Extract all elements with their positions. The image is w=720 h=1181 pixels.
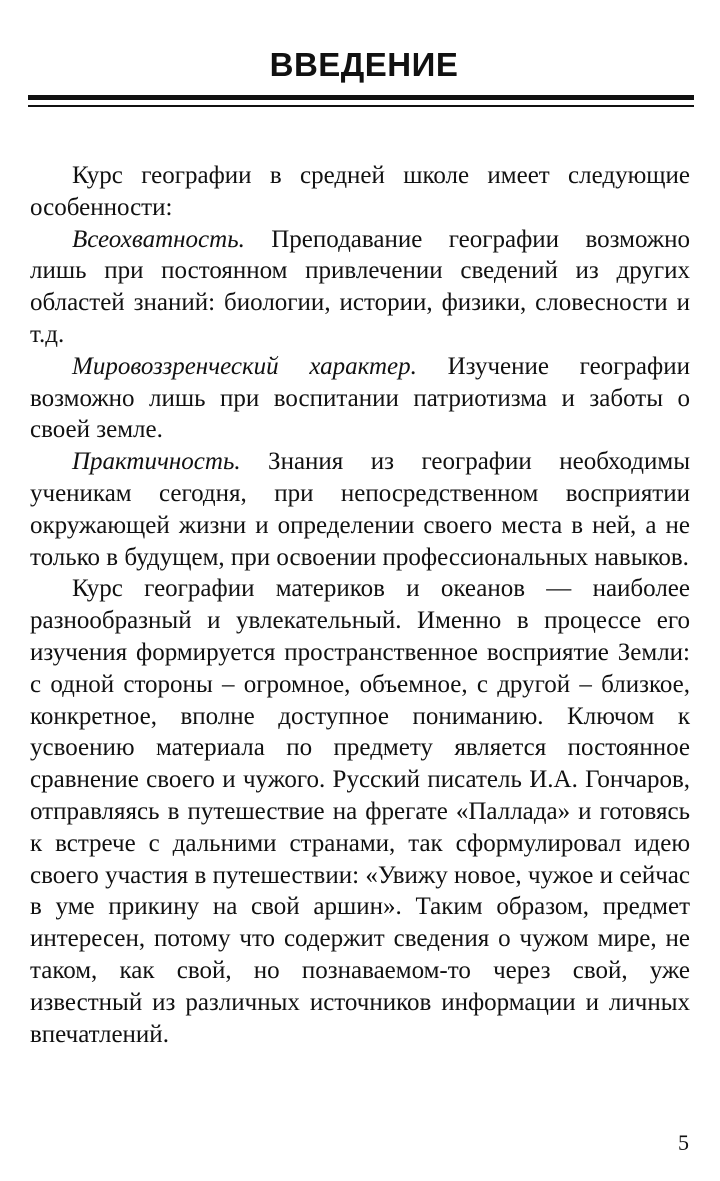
paragraph-continents-course <box>30 573 690 1050</box>
paragraph-lead: Мировоззренческий характер. <box>72 352 417 380</box>
paragraph-comprehensiveness <box>30 224 690 351</box>
page-number: 5 <box>678 1130 689 1155</box>
paragraph-text: Курс географии материков и океанов — наиболее разнообразный и увлекательный. Именно в процессе его изучения формируется пространственное восприятие Земли: с одной стороны – огромное, объемное, с другой – близкое, конкретное, вполне доступное пониманию. Ключом к усвоению материала по предмету является постоянное сравнение своего и чужого. Русский писатель И.А. Гончаров, отправляясь в путешествие на фрегате «Паллада» и готовясь к встрече с дальними странами, так сформулировал идею своего участия в путешествии: «Увижу новое, чужое и сейчас в уме прикину на свой аршин». Таким образом, предмет интересен, потому что содержит сведения о чужом мире, не таком, как свой, но познаваемом-то через свой, уже известный из различных источников информации и личных впечатлений. <box>30 575 690 1048</box>
paragraph-text: Изучение географии возможно лишь при воспитании патриотизма и заботы о своей земле. <box>30 352 690 444</box>
paragraph-lead: Практичность. <box>72 448 241 476</box>
title-divider-thick <box>28 95 694 100</box>
paragraph-text: Знания из географии необходимы ученикам сегодня, при непосредственном восприятии окружающей жизни и определении своего места в ней, а не только в будущем, при освоении профессиональных навыков. <box>30 448 690 571</box>
title-divider-thin <box>28 105 694 107</box>
body-text <box>30 160 690 1050</box>
paragraph-text: Курс географии в средней школе имеет следующие особенности: <box>30 162 690 221</box>
paragraph-worldview <box>30 351 690 446</box>
paragraph-lead: Всеохватность. <box>72 225 245 253</box>
paragraph-intro <box>30 160 690 224</box>
paragraph-practicality <box>30 446 690 573</box>
paragraph-text: Преподавание географии возможно лишь при постоянном привлечении сведений из других областей знаний: биологии, истории, физики, словесности и т.д. <box>30 225 690 348</box>
page-title: ВВЕДЕНИЕ <box>269 46 459 83</box>
